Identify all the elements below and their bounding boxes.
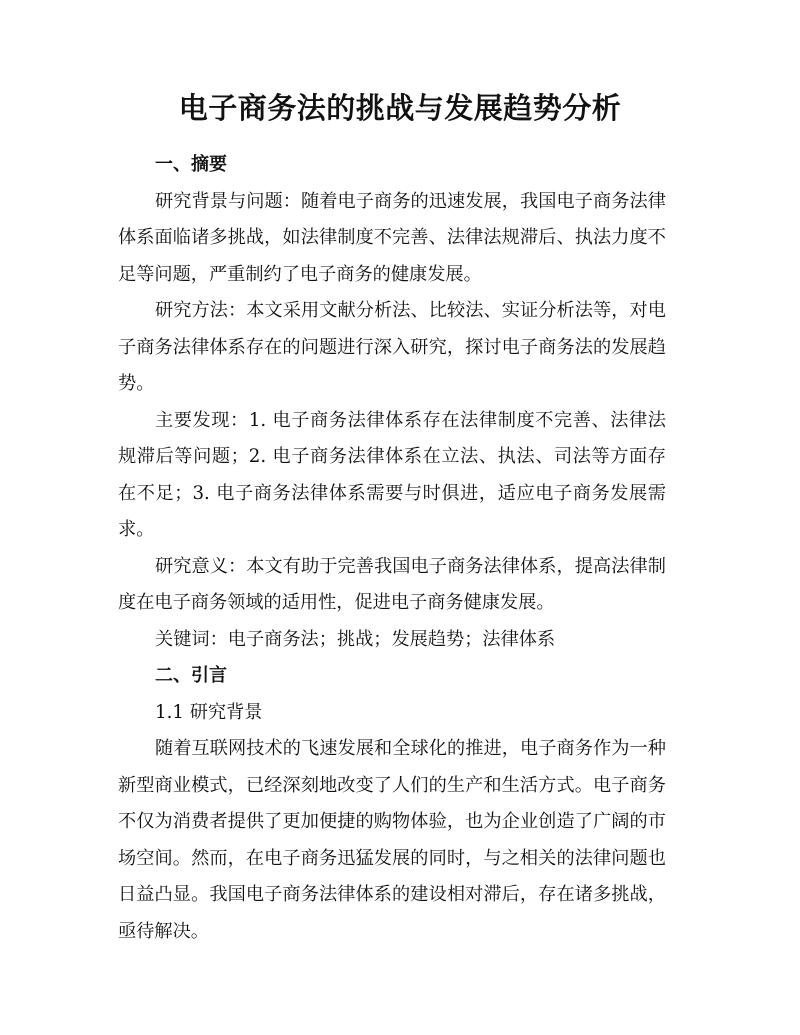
subsection-heading-research-background: 1.1 研究背景 <box>155 701 263 723</box>
abstract-method-paragraph: 研究方法：本文采用文献分析法、比较法、实证分析法等，对电子商务法律体系存在的问题进行深入研究，探讨电子商务法的发展趋势。 <box>118 300 666 394</box>
section-heading-introduction: 二、引言 <box>155 665 227 686</box>
abstract-keywords: 关键词：电子商务法；挑战；发展趋势；法律体系 <box>155 628 556 650</box>
document-title: 电子商务法的挑战与发展趋势分析 <box>178 91 622 125</box>
document-body <box>118 147 666 950</box>
abstract-significance-paragraph: 研究意义：本文有助于完善我国电子商务法律体系，提高法律制度在电子商务领域的适用性，促进电子商务健康发展。 <box>118 555 666 613</box>
introduction-paragraph: 随着互联网技术的飞速发展和全球化的推进，电子商务作为一种新型商业模式，已经深刻地改变了人们的生产和生活方式。电子商务不仅为消费者提供了更加便捷的购物体验，也为企业创造了广阔的市场空间。然而，在电子商务迅猛发展的同时，与之相关的法律问题也日益凸显。我国电子商务法律体系的建设相对滞后，存在诸多挑战，亟待解决。 <box>118 738 666 942</box>
section-heading-abstract: 一、摘要 <box>155 154 227 175</box>
abstract-background-paragraph: 研究背景与问题：随着电子商务的迅速发展，我国电子商务法律体系面临诸多挑战，如法律制度不完善、法律法规滞后、执法力度不足等问题，严重制约了电子商务的健康发展。 <box>118 190 666 285</box>
abstract-findings-paragraph: 主要发现：1. 电子商务法律体系存在法律制度不完善、法律法规滞后等问题；2. 电子商务法律体系在立法、执法、司法等方面存在不足；3. 电子商务法律体系需要与时俱进，适应电子商务发展需求。 <box>118 409 666 540</box>
